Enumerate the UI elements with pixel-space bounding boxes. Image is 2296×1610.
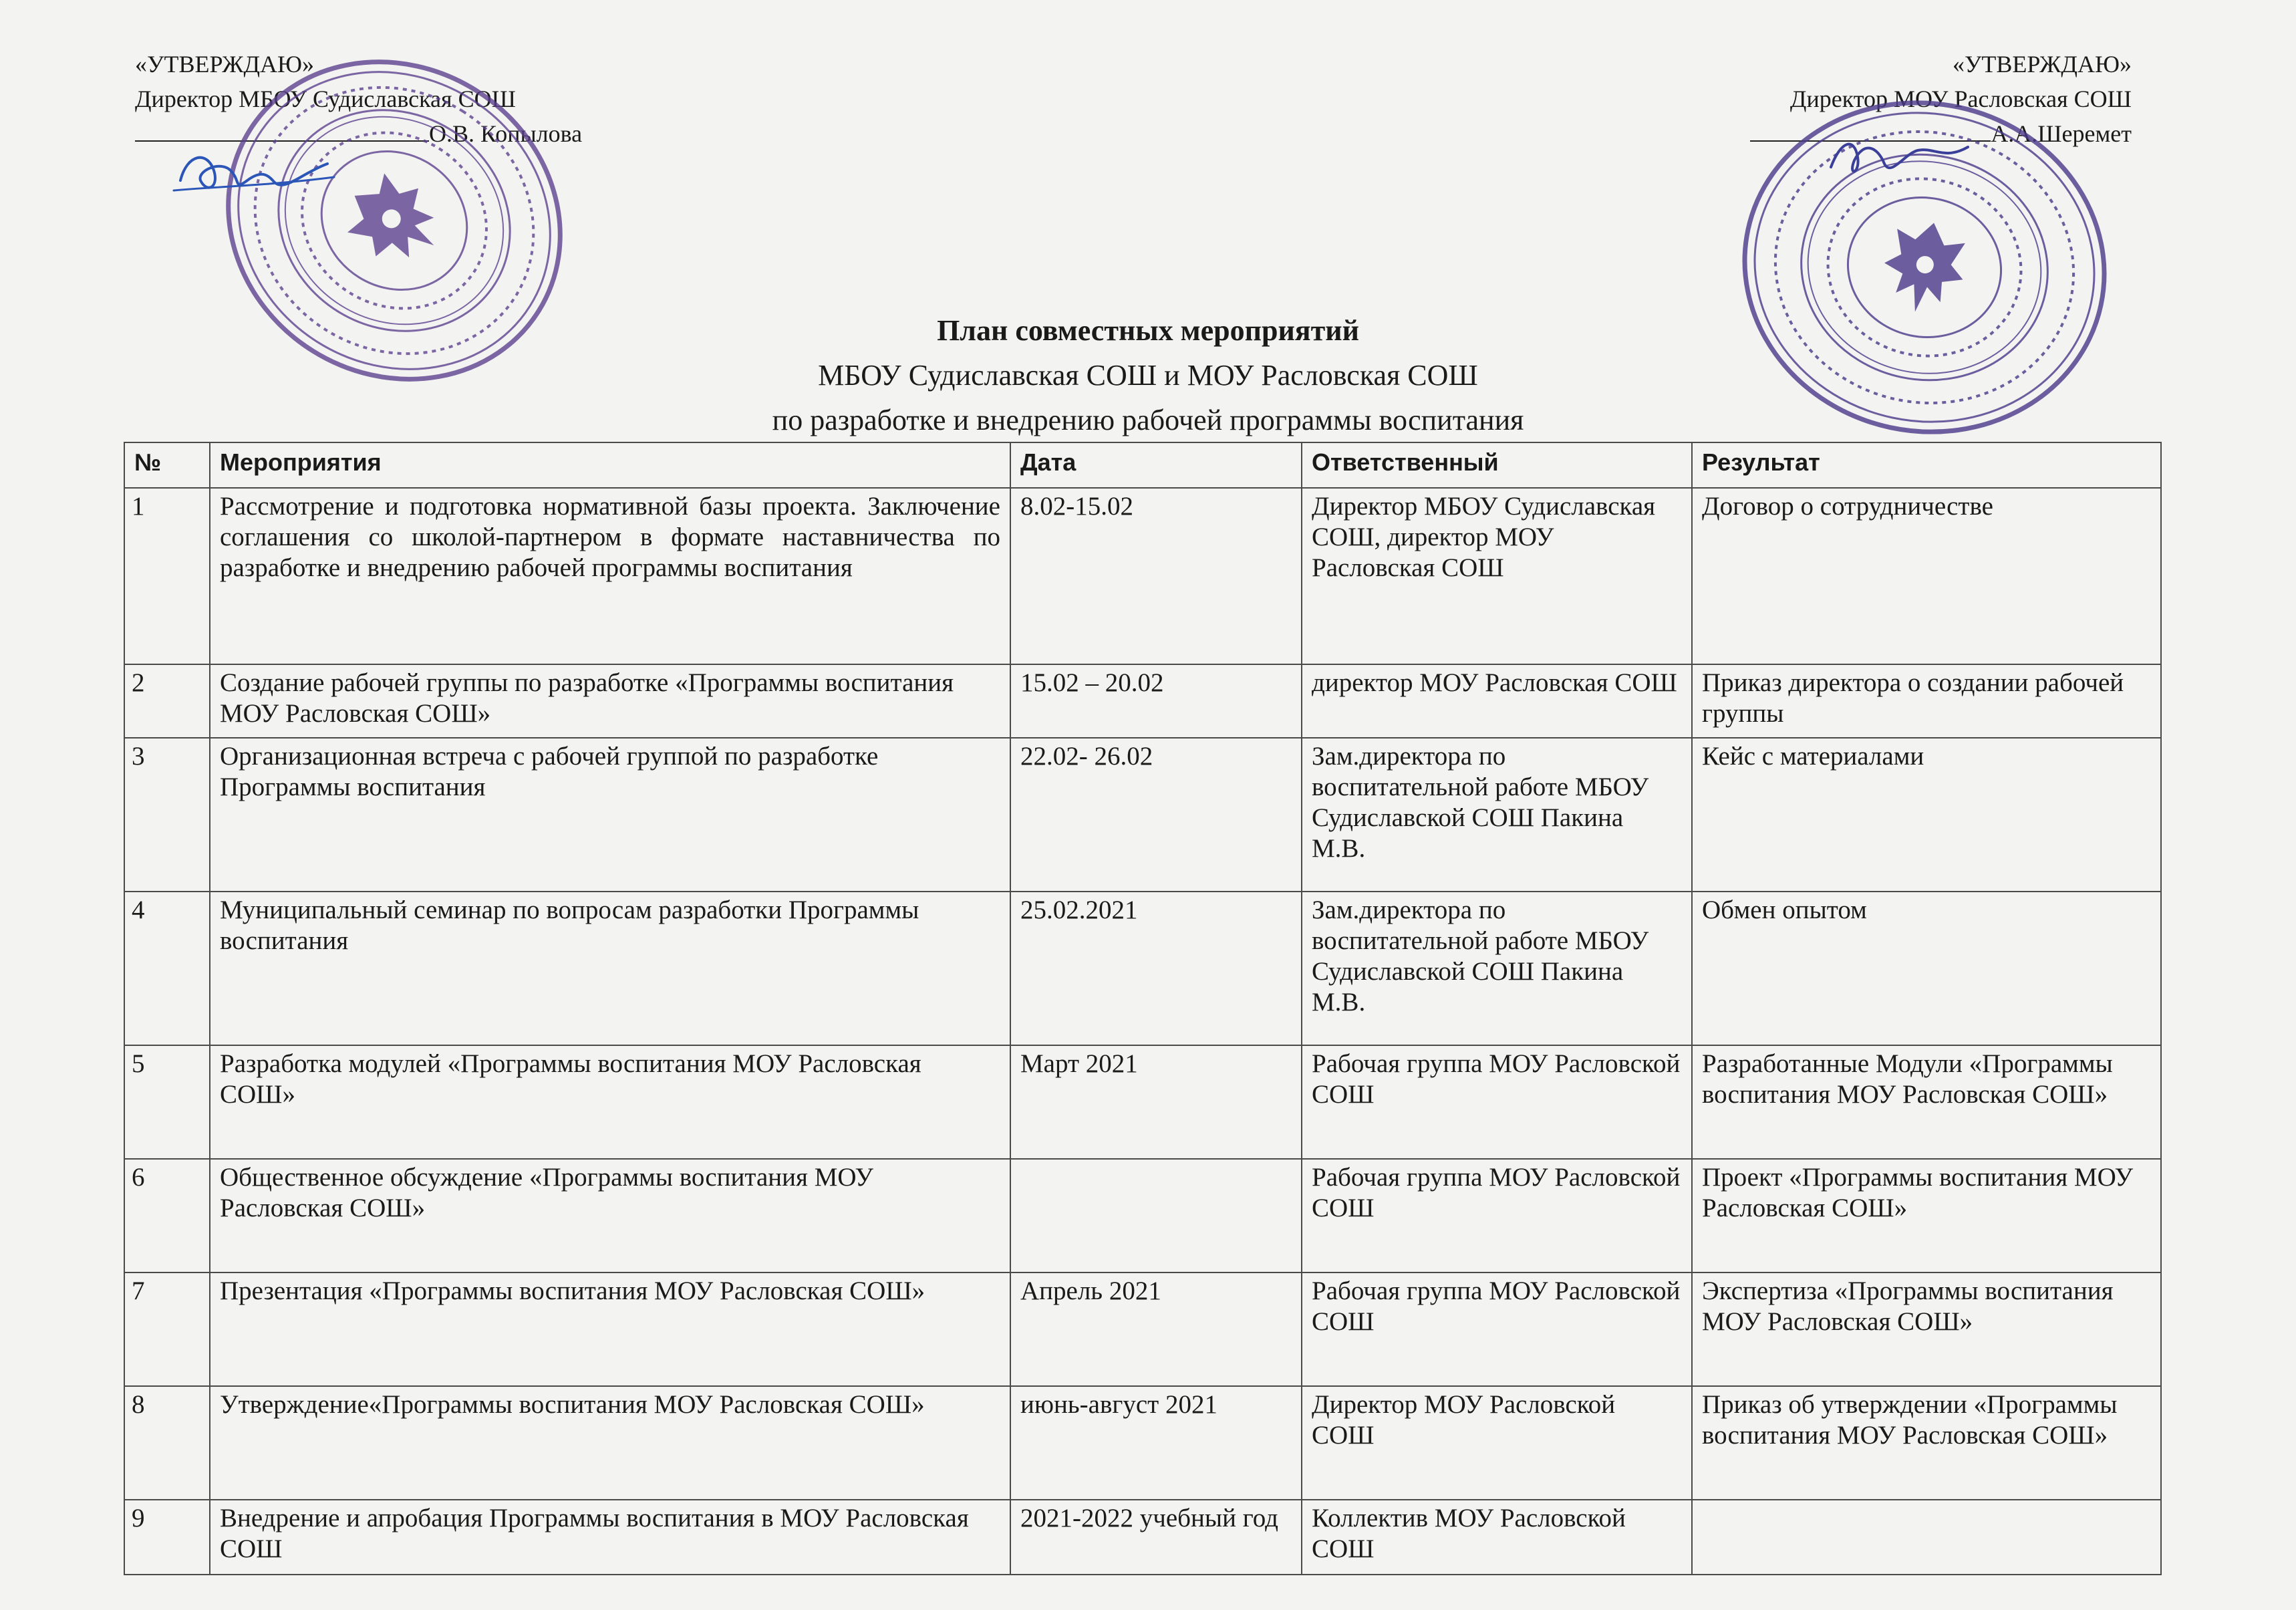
row-date: [1010, 1159, 1302, 1272]
document-title: План совместных мероприятий: [937, 314, 1359, 347]
row-responsible: Рабочая группа МОУ Расловской СОШ: [1302, 1159, 1692, 1272]
row-number: 8: [124, 1386, 210, 1500]
row-date: июнь-август 2021: [1010, 1386, 1302, 1500]
row-activity: Создание рабочей группы по разработке «Программы воспитания МОУ Расловская СОШ»: [210, 664, 1010, 738]
row-responsible: Рабочая группа МОУ Расловской СОШ: [1302, 1272, 1692, 1386]
row-number: 3: [124, 738, 210, 892]
table-row: [124, 1159, 2161, 1272]
column-header-date: Дата: [1010, 442, 1302, 488]
row-number: 2: [124, 664, 210, 738]
row-number: 7: [124, 1272, 210, 1386]
row-result: Обмен опытом: [1692, 892, 2161, 1045]
table-row: [124, 1045, 2161, 1159]
row-result: Приказ директора о создании рабочей группы: [1692, 664, 2161, 738]
row-responsible: Коллектив МОУ Расловской СОШ: [1302, 1500, 1692, 1575]
approval-left-heading: «УТВЕРЖДАЮ»: [135, 51, 315, 78]
row-result: Приказ об утверждении «Программы воспитания МОУ Расловская СОШ»: [1692, 1386, 2161, 1500]
row-number: 4: [124, 892, 210, 1045]
row-number: 6: [124, 1159, 210, 1272]
table-row: [124, 488, 2161, 664]
row-date: 2021-2022 учебный год: [1010, 1500, 1302, 1575]
table-row: [124, 892, 2161, 1045]
approval-left-position: Директор МБОУ Судиславская СОШ: [135, 86, 516, 112]
row-activity: Внедрение и апробация Программы воспитания в МОУ Расловская СОШ: [210, 1500, 1010, 1575]
table-row: [124, 664, 2161, 738]
column-header-responsible: Ответственный: [1302, 442, 1692, 488]
approval-right-heading: «УТВЕРЖДАЮ»: [1952, 51, 2132, 78]
row-date: Март 2021: [1010, 1045, 1302, 1159]
row-result: [1692, 1500, 2161, 1575]
row-result: Договор о сотрудничестве: [1692, 488, 2161, 664]
document-subtitle-purpose: по разработке и внедрению рабочей программы воспитания: [772, 404, 1524, 436]
row-activity: Рассмотрение и подготовка нормативной базы проекта. Заключение соглашения со школой-партнером в формате наставничества по разработке и внедрению рабочей программы воспитания: [210, 488, 1010, 664]
table-row: [124, 1272, 2161, 1386]
row-result: Проект «Программы воспитания МОУ Расловская СОШ»: [1692, 1159, 2161, 1272]
approval-right-position: Директор МОУ Расловская СОШ: [1789, 86, 2132, 112]
signature-right: [1818, 127, 1978, 187]
row-responsible: директор МОУ Расловская СОШ: [1302, 664, 1692, 738]
row-activity: Муниципальный семинар по вопросам разработки Программы воспитания: [210, 892, 1010, 1045]
row-responsible: Директор МБОУ Судиславская СОШ, директор МОУ Расловская СОШ: [1302, 488, 1692, 664]
row-activity: Организационная встреча с рабочей группой по разработке Программы воспитания: [210, 738, 1010, 892]
table-header-row: [124, 442, 2161, 488]
table-row: [124, 1386, 2161, 1500]
row-responsible: Директор МОУ Расловской СОШ: [1302, 1386, 1692, 1500]
row-date: 15.02 – 20.02: [1010, 664, 1302, 738]
row-result: Экспертиза «Программы воспитания МОУ Расловская СОШ»: [1692, 1272, 2161, 1386]
row-number: 1: [124, 488, 210, 664]
row-activity: Разработка модулей «Программы воспитания МОУ Расловская СОШ»: [210, 1045, 1010, 1159]
row-responsible: Зам.директора по воспитательной работе МБОУ Судиславской СОШ Пакина М.В.: [1302, 892, 1692, 1045]
row-date: 25.02.2021: [1010, 892, 1302, 1045]
approval-right-name: А.А.Шеремет: [1991, 120, 2132, 147]
row-number: 9: [124, 1500, 210, 1575]
table-row: [124, 1500, 2161, 1575]
column-header-activity: Мероприятия: [210, 442, 1010, 488]
row-date: Апрель 2021: [1010, 1272, 1302, 1386]
signature-left: [167, 134, 341, 207]
row-activity: Утверждение«Программы воспитания МОУ Расловская СОШ»: [210, 1386, 1010, 1500]
table-row: [124, 738, 2161, 892]
row-result: Кейс с материалами: [1692, 738, 2161, 892]
row-number: 5: [124, 1045, 210, 1159]
approval-left-name: О.В. Копылова: [429, 120, 583, 147]
document-subtitle-schools: МБОУ Судиславская СОШ и МОУ Расловская СОШ: [818, 359, 1478, 392]
column-header-result: Результат: [1692, 442, 2161, 488]
row-responsible: Рабочая группа МОУ Расловской СОШ: [1302, 1045, 1692, 1159]
row-activity: Общественное обсуждение «Программы воспитания МОУ Расловская СОШ»: [210, 1159, 1010, 1272]
row-date: 22.02- 26.02: [1010, 738, 1302, 892]
row-activity: Презентация «Программы воспитания МОУ Расловская СОШ»: [210, 1272, 1010, 1386]
plan-table: [124, 442, 2162, 1575]
row-responsible: Зам.директора по воспитательной работе МБОУ Судиславской СОШ Пакина М.В.: [1302, 738, 1692, 892]
row-date: 8.02-15.02: [1010, 488, 1302, 664]
row-result: Разработанные Модули «Программы воспитания МОУ Расловская СОШ»: [1692, 1045, 2161, 1159]
column-header-number: №: [124, 442, 210, 488]
